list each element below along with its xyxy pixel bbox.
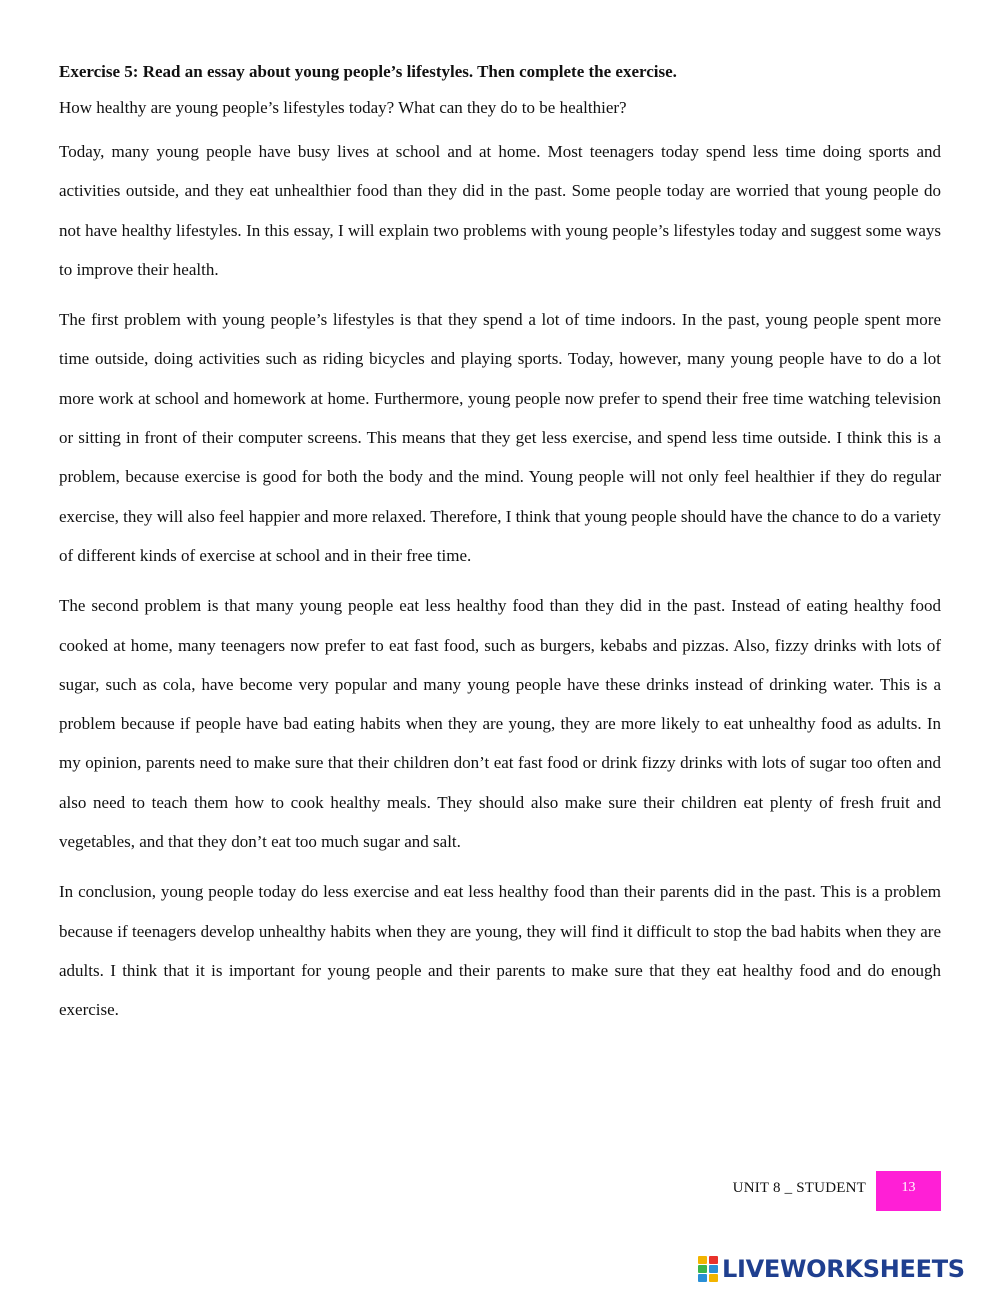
essay-paragraph-second-problem: The second problem is that many young people eat less healthy food than they did in the past. Instead of eating healthy food cooked at home, many teenagers now prefer to eat fast food, such as burgers, kebabs and pizzas. Also, fizzy drinks with lots of sugar, such as cola, have become very popular and many young people have these drinks instead of drinking water. This is a problem because if people have bad eating habits when they are young, they are more likely to eat unhealthy food as adults. In my opinion, parents need to make sure that their children don’t eat fast food or drink fizzy drinks with lots of sugar too often and also need to teach them how to cook healthy meals. They should also make sure their children eat plenty of fresh fruit and vegetables, and that they don’t eat too much sugar and salt.	[59, 596, 941, 852]
essay-paragraph-intro: Today, many young people have busy lives at school and at home. Most teenagers today spend less time doing sports and activities outside, and they eat unhealthier food than they did in the past. Some people today are worried that young people do not have healthy lifestyles. In this essay, I will explain two problems with young people’s lifestyles today and suggest some ways to improve their health.	[59, 142, 941, 279]
page-number-badge: 13	[876, 1171, 941, 1211]
essay-paragraph-first-problem: The first problem with young people’s lifestyles is that they spend a lot of time indoors. In the past, young people spent more time outside, doing activities such as riding bicycles and playing sports. Today, however, many young people have to do a lot more work at school and homework at home. Furthermore, young people now prefer to spend their free time watching television or sitting in front of their computer screens. This means that they get less exercise, and spend less time outside. I think this is a problem, because exercise is good for both the body and the mind. Young people will not only feel healthier if they do regular exercise, they will also feel happier and more relaxed. Therefore, I think that young people should have the chance to do a variety of different kinds of exercise at school and in their free time.	[59, 310, 941, 565]
exercise-heading: Exercise 5: Read an essay about young people’s lifestyles. Then complete the exercise.	[59, 62, 677, 81]
liveworksheets-brand[interactable]	[698, 1254, 965, 1284]
essay-question: How healthy are young people’s lifestyles today? What can they do to be healthier?	[59, 98, 627, 117]
worksheet-page	[59, 58, 941, 1041]
page-footer	[600, 1171, 941, 1211]
essay-paragraph-conclusion: In conclusion, young people today do less exercise and eat less healthy food than their parents did in the past. This is a problem because if teenagers develop unhealthy habits when they are young, they will find it difficult to stop the bad habits when they are adults. I think that it is important for young people and their parents to make sure that they eat healthy food and do enough exercise.	[59, 882, 941, 1020]
brand-name: LIVEWORKSHEETS	[722, 1255, 965, 1283]
liveworksheets-logo-icon	[698, 1256, 718, 1282]
unit-label: UNIT 8 _ STUDENT	[732, 1180, 866, 1196]
